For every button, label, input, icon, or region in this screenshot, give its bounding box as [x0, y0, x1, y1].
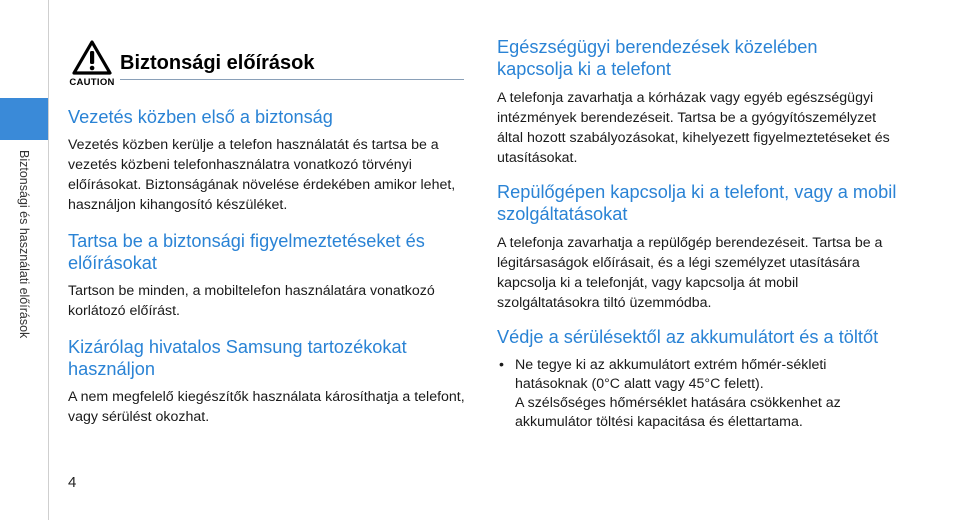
- bullet-icon: •: [499, 357, 504, 373]
- section-heading: Repülőgépen kapcsolja ki a telefont, vagy a mobil szolgáltatásokat: [497, 182, 897, 224]
- section-body: Tartson be minden, a mobiltelefon használatára vonatkozó korlátozó előírást.: [68, 283, 435, 319]
- section-safety-warnings: [68, 230, 468, 321]
- section-medical-equipment: [497, 36, 897, 168]
- list-item-note: A szélsőséges hőmérséklet hatására csökkenhet az akkumulátor töltési kapacitása és élettartama.: [515, 395, 841, 430]
- caution-triangle-icon: [72, 40, 112, 76]
- section-body: A telefonja zavarhatja a repülőgép berendezéseit. Tartsa be a légitársaságok előírásait, és a légi személyzet utasítására kapcsolja ki a telefonját, vagy kapcsolja át mobil szolgáltatásokra tiltó üzemmódba.: [497, 235, 883, 311]
- list-item-text: Ne tegye ki az akkumulátort extrém hőmér-sékleti hatásoknak (0°C alatt vagy 45°C felett).: [515, 357, 827, 392]
- section-battery-protection: [497, 326, 897, 432]
- section-heading: Tartsa be a biztonsági figyelmeztetéseket és előírásokat: [68, 231, 425, 273]
- section-body: Vezetés közben kerülje a telefon használatát és tartsa be a vezetés közbeni telefonhasználatra vonatkozó törvényi előírásokat. Biztonságának növelése érdekében amikor lehet, használjon kihangosító készüléket.: [68, 137, 456, 213]
- section-heading: Kizárólag hivatalos Samsung tartozékokat használjon: [68, 337, 407, 379]
- section-body: A telefonja zavarhatja a kórházak vagy egyéb egészségügyi intézmények berendezéseit. Tartsa be a gyógyítószemélyzet által hozott szabályozásokat, kihelyezett figyelmeztetéseket és utasításokat.: [497, 90, 890, 166]
- section-heading: Védje a sérülésektől az akkumulátort és a töltőt: [497, 327, 879, 347]
- section-aircraft: [497, 181, 897, 313]
- section-driving-safety: [68, 106, 468, 215]
- bullet-list: [497, 356, 897, 432]
- left-column: [68, 106, 468, 442]
- caution-label: CAUTION: [69, 77, 115, 88]
- section-heading: Egészségügyi berendezések közelében kapcsolja ki a telefont: [497, 37, 818, 79]
- list-item: [497, 356, 897, 432]
- sidebar-section-label: Biztonsági és használati előírások: [17, 150, 31, 339]
- section-tab-marker: [0, 98, 48, 140]
- title-divider: [120, 79, 464, 80]
- page-title: Biztonsági előírások: [120, 52, 315, 74]
- caution-badge: [64, 40, 120, 88]
- side-bar: [0, 0, 49, 520]
- section-heading: Vezetés közben első a biztonság: [68, 107, 333, 127]
- section-body: A nem megfelelő kiegészítők használata károsíthatja a telefont, vagy sérülést okozhat.: [68, 389, 465, 425]
- page-number: 4: [68, 474, 77, 491]
- section-samsung-accessories: [68, 336, 468, 427]
- right-column: [497, 36, 897, 432]
